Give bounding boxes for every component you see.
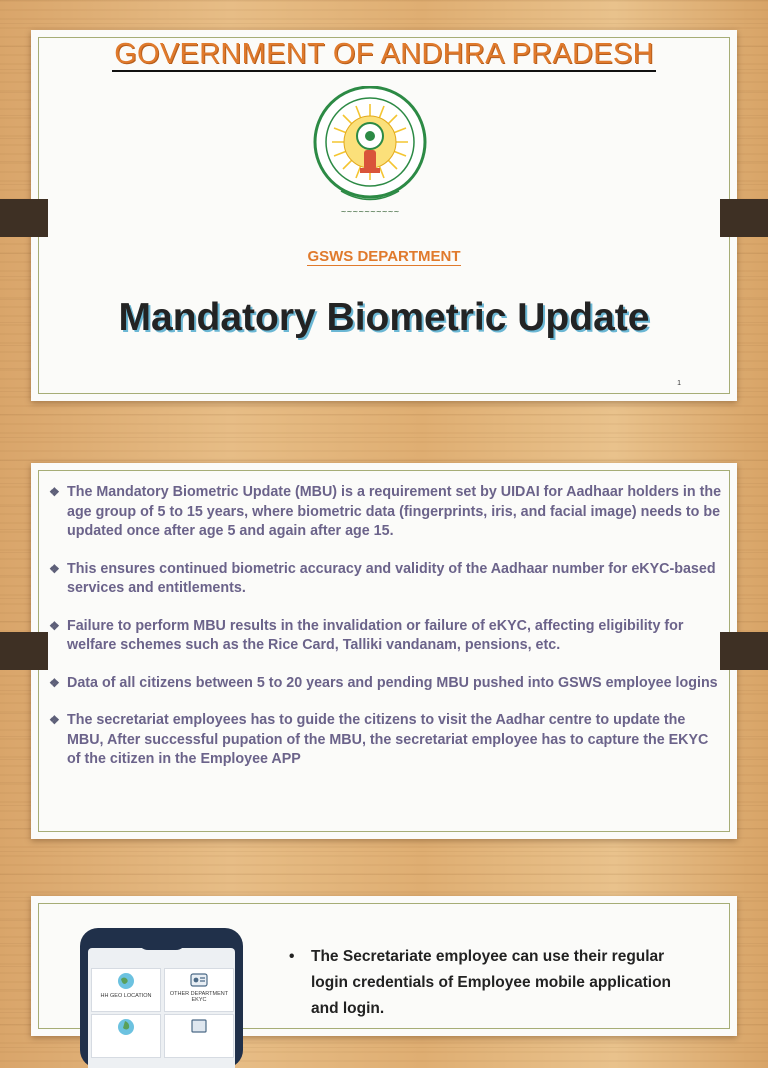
tile-partial[interactable] [164, 1014, 234, 1058]
id-card-icon [189, 971, 209, 989]
svg-text:~~~~~~~~~~: ~~~~~~~~~~ [340, 208, 400, 216]
globe-icon [116, 971, 136, 991]
tile-partial[interactable] [91, 1014, 161, 1058]
diamond-bullet-icon: ❖ [49, 675, 60, 690]
binder-tab-right [720, 632, 768, 670]
government-title: GOVERNMENT OF ANDHRA PRADESH [114, 38, 654, 70]
app-login-slide [31, 896, 737, 1036]
diamond-bullet-icon: ❖ [49, 713, 60, 727]
bullet-dot: • [289, 948, 295, 965]
phone-screen [88, 948, 235, 1068]
list-item: ❖ The Mandatory Biometric Update (MBU) is a requirement set by UIDAI for Aadhaar holders in the age group of 5 to 15 years, where biometric data (fingerprints, iris, and facial image) needs to be updated once after age 5 and again after age 15. [49, 484, 722, 539]
list-item: ❖ This ensures continued biometric accuracy and validity of the Aadhaar number for eKYC-based services and entitlements. [49, 560, 716, 596]
diamond-bullet-icon: ❖ [49, 485, 60, 499]
slide-main-title: Mandatory Biometric Update [118, 296, 650, 339]
list-item: ❖ Data of all citizens between 5 to 20 years and pending MBU pushed into GSWS employee logins [49, 674, 723, 694]
bullet-list [49, 483, 723, 788]
list-item: ❖ The secretariat employees has to guide the citizens to visit the Aadhar centre to update the MBU, After successful pupation of the MBU, the secretariat employee has to capture the EKYC of the citizen in the Employee APP [49, 712, 709, 767]
login-instruction: • The Secretariate employee can use their regular login credentials of Employee mobile application and login. [289, 944, 689, 1022]
diamond-bullet-icon: ❖ [49, 618, 60, 633]
andhra-pradesh-emblem-icon [311, 86, 429, 220]
department-label: GSWS DEPARTMENT [307, 248, 461, 265]
tile-hh-geo-location[interactable]: HH GEO LOCATION [91, 968, 161, 1012]
phone-mockup [80, 928, 243, 1068]
diamond-bullet-icon: ❖ [49, 561, 60, 576]
info-slide [31, 463, 737, 839]
list-item: ❖ Failure to perform MBU results in the invalidation or failure of eKYC, affecting eligibility for welfare schemes such as the Rice Card, Talliki vandanam, pensions, etc. [49, 617, 684, 653]
globe-icon [116, 1017, 136, 1037]
binder-tab-left [0, 632, 48, 670]
page-number: 1 [677, 380, 681, 387]
binder-tab-right [720, 199, 768, 237]
phone-notch [138, 928, 186, 950]
tile-other-department-ekyc[interactable]: OTHER DEPARTMENT EKYC [164, 968, 234, 1012]
binder-tab-left [0, 199, 48, 237]
document-icon [189, 1017, 209, 1035]
title-slide [31, 30, 737, 401]
